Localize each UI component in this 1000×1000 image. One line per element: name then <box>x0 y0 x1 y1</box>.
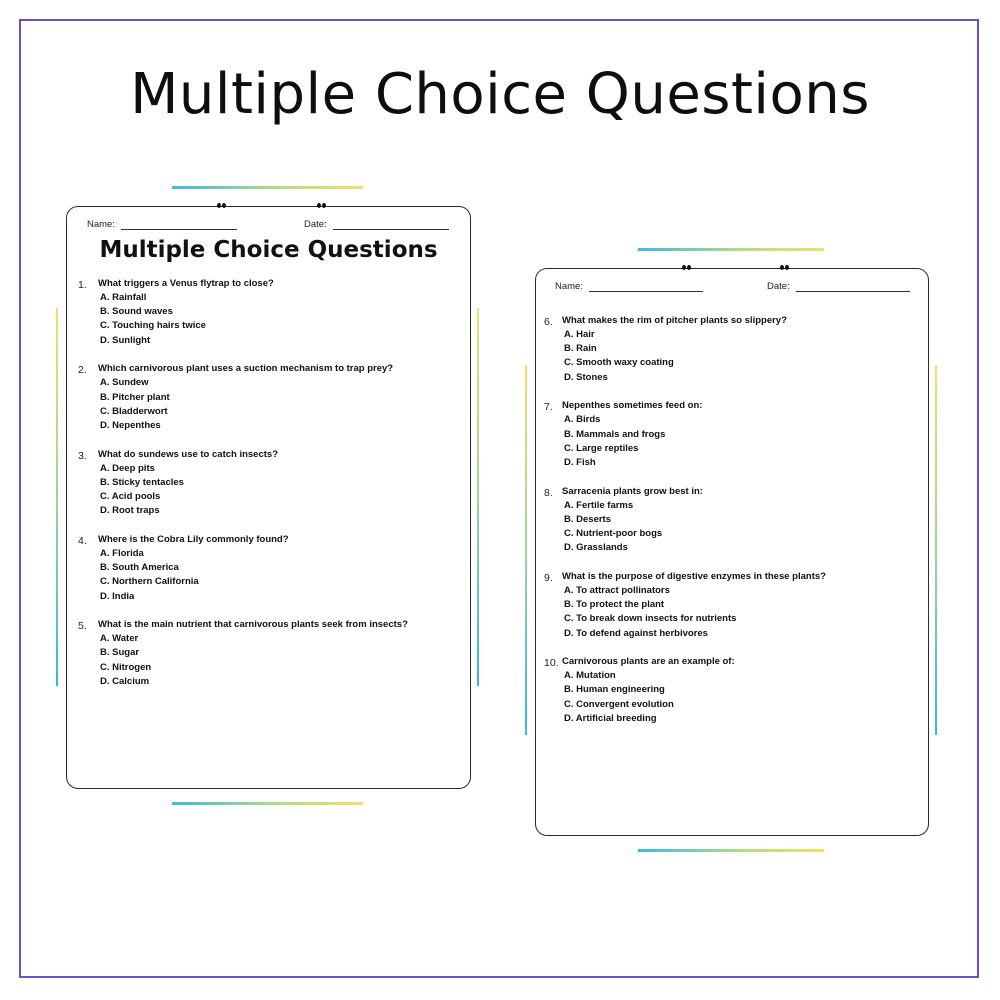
name-label: Name: <box>87 219 115 230</box>
question-number: 9. <box>544 571 553 584</box>
answer-option[interactable]: C. Nutrient-poor bogs <box>564 528 663 539</box>
question-number: 3. <box>78 449 87 462</box>
question-number: 2. <box>78 364 87 377</box>
name-field[interactable] <box>555 281 703 292</box>
answer-option[interactable]: D. To defend against herbivores <box>564 627 708 639</box>
accent-line <box>525 365 527 735</box>
date-field[interactable] <box>304 219 449 230</box>
answer-option[interactable]: C. Bladderwort <box>100 405 168 417</box>
question-text: What do sundews use to catch insects? <box>98 448 279 460</box>
name-label: Name: <box>555 281 583 292</box>
question-text: What is the purpose of digestive enzymes in these plants? <box>562 570 826 582</box>
date-label: Date: <box>767 281 790 292</box>
answer-option[interactable]: A. Fertile farms <box>564 499 634 511</box>
binder-ring-icon <box>217 203 226 209</box>
question-number: 1. <box>78 279 87 291</box>
question-text: What triggers a Venus flytrap to close? <box>98 278 274 289</box>
answer-option[interactable]: A. Hair <box>564 329 595 340</box>
answer-option[interactable]: B. Sound waves <box>100 306 173 318</box>
answer-option[interactable]: C. Northern California <box>100 576 199 588</box>
answer-option[interactable]: C. Large reptiles <box>564 442 639 454</box>
answer-option[interactable]: B. Sugar <box>100 647 140 659</box>
question-text: Which carnivorous plant uses a suction mechanism to trap prey? <box>98 363 394 375</box>
answer-option[interactable]: A. Water <box>100 633 139 645</box>
answer-option[interactable]: A. Florida <box>100 547 144 559</box>
answer-option[interactable]: C. Smooth waxy coating <box>564 357 674 369</box>
accent-line <box>638 849 824 852</box>
answer-option[interactable]: C. Touching hairs twice <box>100 320 206 332</box>
answer-option[interactable]: A. Mutation <box>564 670 616 682</box>
question-number: 10. <box>544 657 559 670</box>
question-number: 7. <box>544 401 553 414</box>
binder-ring-icon <box>682 265 691 271</box>
answer-option[interactable]: A. Birds <box>564 414 601 426</box>
question-text: Where is the Cobra Lily commonly found? <box>98 533 289 545</box>
question-number: 6. <box>544 316 553 328</box>
question-text: Nepenthes sometimes feed on: <box>562 400 703 412</box>
answer-option[interactable]: D. India <box>100 590 135 602</box>
accent-line <box>172 802 363 805</box>
answer-option[interactable]: B. Deserts <box>564 513 611 525</box>
date-field[interactable] <box>767 281 910 292</box>
answer-option[interactable]: B. Sticky tentacles <box>100 476 184 488</box>
answer-option[interactable]: A. To attract pollinators <box>564 584 670 596</box>
accent-line <box>935 365 937 735</box>
accent-line <box>172 186 363 189</box>
answer-option[interactable]: B. To protect the plant <box>564 599 665 611</box>
answer-option[interactable]: A. Sundew <box>100 377 149 389</box>
binder-ring-icon <box>780 265 789 271</box>
answer-option[interactable]: D. Stones <box>564 371 608 383</box>
name-field[interactable] <box>87 219 237 230</box>
answer-option[interactable]: D. Grasslands <box>564 542 628 554</box>
accent-line <box>477 308 479 686</box>
worksheet-page-2 <box>535 268 929 836</box>
question-text: Sarracenia plants grow best in: <box>562 485 703 497</box>
answer-option[interactable]: A. Deep pits <box>100 462 155 474</box>
answer-option[interactable]: D. Root traps <box>100 505 160 517</box>
answer-option[interactable]: A. Rainfall <box>100 292 147 303</box>
answer-option[interactable]: B. Pitcher plant <box>100 391 170 403</box>
answer-option[interactable]: D. Calcium <box>100 675 150 687</box>
accent-line <box>56 308 58 686</box>
worksheet-page-1 <box>66 206 471 789</box>
answer-option[interactable]: C. Convergent evolution <box>564 698 674 710</box>
answer-option[interactable]: B. Mammals and frogs <box>564 428 666 440</box>
answer-option[interactable]: B. Rain <box>564 343 597 355</box>
accent-line <box>638 248 824 251</box>
answer-option[interactable]: B. Human engineering <box>564 684 665 696</box>
worksheet-title: Multiple Choice Questions <box>99 237 438 263</box>
question-text: What makes the rim of pitcher plants so slippery? <box>562 315 787 326</box>
answer-option[interactable]: D. Artificial breeding <box>564 712 657 724</box>
question-text: What is the main nutrient that carnivorous plants seek from insects? <box>98 619 408 631</box>
answer-option[interactable]: B. South America <box>100 562 179 574</box>
binder-ring-icon <box>317 203 326 209</box>
date-label: Date: <box>304 219 327 230</box>
question-number: 8. <box>544 486 553 499</box>
question-number: 5. <box>78 620 87 633</box>
answer-option[interactable]: D. Nepenthes <box>100 419 161 431</box>
answer-option[interactable]: C. Nitrogen <box>100 661 152 673</box>
answer-option[interactable]: C. To break down insects for nutrients <box>564 613 737 625</box>
answer-option[interactable]: C. Acid pools <box>100 491 161 502</box>
page-title: Multiple Choice Questions <box>130 62 870 127</box>
question-number: 4. <box>78 534 87 547</box>
answer-option[interactable]: D. Fish <box>564 456 596 468</box>
answer-option[interactable]: D. Sunlight <box>100 334 151 346</box>
question-text: Carnivorous plants are an example of: <box>562 656 735 668</box>
